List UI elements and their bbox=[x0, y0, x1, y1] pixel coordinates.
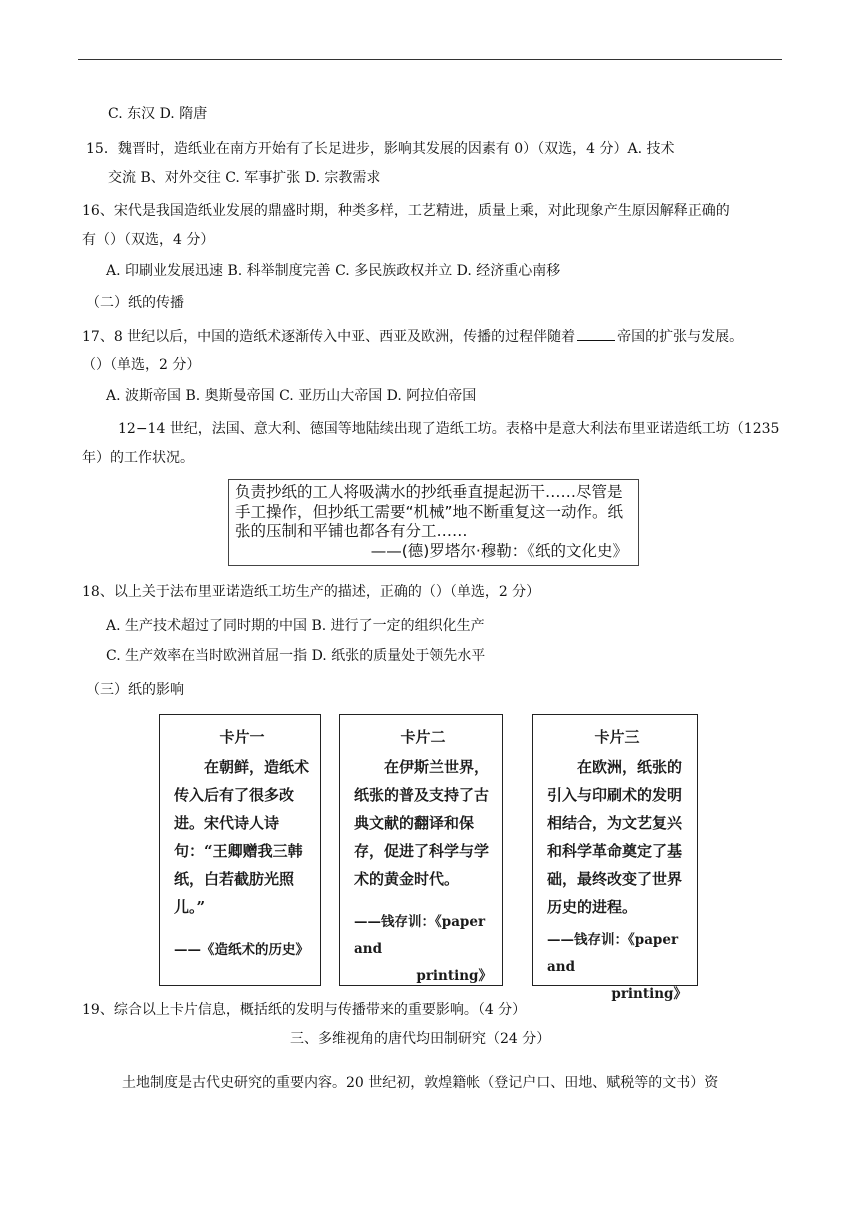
card-two bbox=[339, 714, 503, 986]
card-three bbox=[532, 714, 698, 1002]
card-one bbox=[159, 714, 321, 986]
material-intro: 12−14 世纪，法国、意大利、德国等地陆续出现了造纸工坊。表格中是意大利法布里亚诺造纸工坊（1235 bbox=[118, 421, 780, 437]
q16-options: A. 印刷业发展迅速 B. 科举制度完善 C. 多民族政权并立 D. 经济重心南移 bbox=[106, 263, 561, 279]
card-two-source-l1: ——钱存训：《paper and bbox=[354, 914, 486, 957]
q18-options-cd: C. 生产效率在当时欧洲首屈一指 D. 纸张的质量处于领先水平 bbox=[106, 648, 486, 664]
q17-stem bbox=[82, 326, 743, 347]
part-three-intro: 土地制度是古代史研究的重要内容。20 世纪初，敦煌籍帐（登记户口、田地、赋税等的文书）资 bbox=[122, 1075, 719, 1091]
q19-stem: 19、综合以上卡片信息，概括纸的发明与传播带来的重要影响。（4 分） bbox=[82, 1002, 527, 1018]
q16-stem: 16、宋代是我国造纸业发展的鼎盛时期，种类多样，工艺精进，质量上乘，对此现象产生原因解释正确的 bbox=[82, 203, 730, 219]
card-three-source-l2: printing》 bbox=[611, 986, 687, 1002]
card-one-body: 在朝鲜，造纸术传入后有了很多改进。宋代诗人诗句：“王卿赠我三韩纸，白若截肪光照儿。” bbox=[174, 758, 310, 916]
card-three-title: 卡片三 bbox=[594, 728, 640, 746]
material-intro-cont: 年）的工作状况。 bbox=[82, 450, 194, 466]
q17-options: A. 波斯帝国 B. 奥斯曼帝国 C. 亚历山大帝国 D. 阿拉伯帝国 bbox=[106, 388, 477, 404]
q18-stem: 18、以上关于法布里亚诺造纸工坊生产的描述，正确的（）（单选，2 分） bbox=[82, 584, 541, 600]
section-heading-2: （二）纸的传播 bbox=[86, 295, 184, 311]
card-two-source-l2: printing》 bbox=[416, 968, 492, 984]
card-one-title: 卡片一 bbox=[219, 728, 265, 746]
q14-options-line: C. 东汉 D. 隋唐 bbox=[108, 106, 208, 122]
quote-text: 负责抄纸的工人将吸满水的抄纸垂直提起沥干……尽管是手工操作，但抄纸工需要“机械”地不断重复这一动作。纸张的压制和平铺也都各有分工…… bbox=[235, 483, 624, 540]
q17-blank bbox=[577, 326, 615, 341]
header-rule bbox=[78, 59, 782, 60]
q17-stem-cont: （）（单选，2 分） bbox=[82, 357, 201, 373]
card-two-body: 在伊斯兰世界，纸张的普及支持了古典文献的翻译和保存，促进了科学与学术的黄金时代。 bbox=[354, 758, 490, 888]
card-three-body: 在欧洲，纸张的引入与印刷术的发明相结合，为文艺复兴和科学革命奠定了基础，最终改变了世界历史的进程。 bbox=[547, 758, 683, 916]
quote-box bbox=[228, 479, 639, 566]
q17-stem-part2: 帝国的扩张与发展。 bbox=[617, 329, 744, 345]
card-two-source bbox=[354, 909, 492, 990]
q17-stem-part1: 17、8 世纪以后，中国的造纸术逐渐传入中亚、西亚及欧洲，传播的过程伴随着 bbox=[82, 329, 576, 345]
q18-options-ab: A. 生产技术超过了同时期的中国 B. 进行了一定的组织化生产 bbox=[106, 618, 485, 634]
q16-stem-cont: 有（）（双选，4 分） bbox=[82, 232, 215, 248]
card-three-source-l1: ——钱存训：《paper and bbox=[547, 932, 679, 975]
card-one-source: ——《造纸术的历史》 bbox=[174, 942, 309, 958]
card-three-source bbox=[547, 927, 687, 1008]
card-two-title: 卡片二 bbox=[400, 728, 446, 746]
part-three-heading: 三、多维视角的唐代均田制研究（24 分） bbox=[290, 1031, 551, 1047]
section-heading-3: （三）纸的影响 bbox=[86, 682, 184, 698]
q15-stem: 15．魏晋时，造纸业在南方开始有了长足进步，影响其发展的因素有 0）（双选，4 分）A. 技术 bbox=[86, 141, 675, 157]
quote-source: ——(德)罗塔尔·穆勒：《纸的文化史》 bbox=[370, 541, 628, 560]
q15-options: 交流 B、对外交往 C. 军事扩张 D. 宗教需求 bbox=[108, 170, 381, 186]
